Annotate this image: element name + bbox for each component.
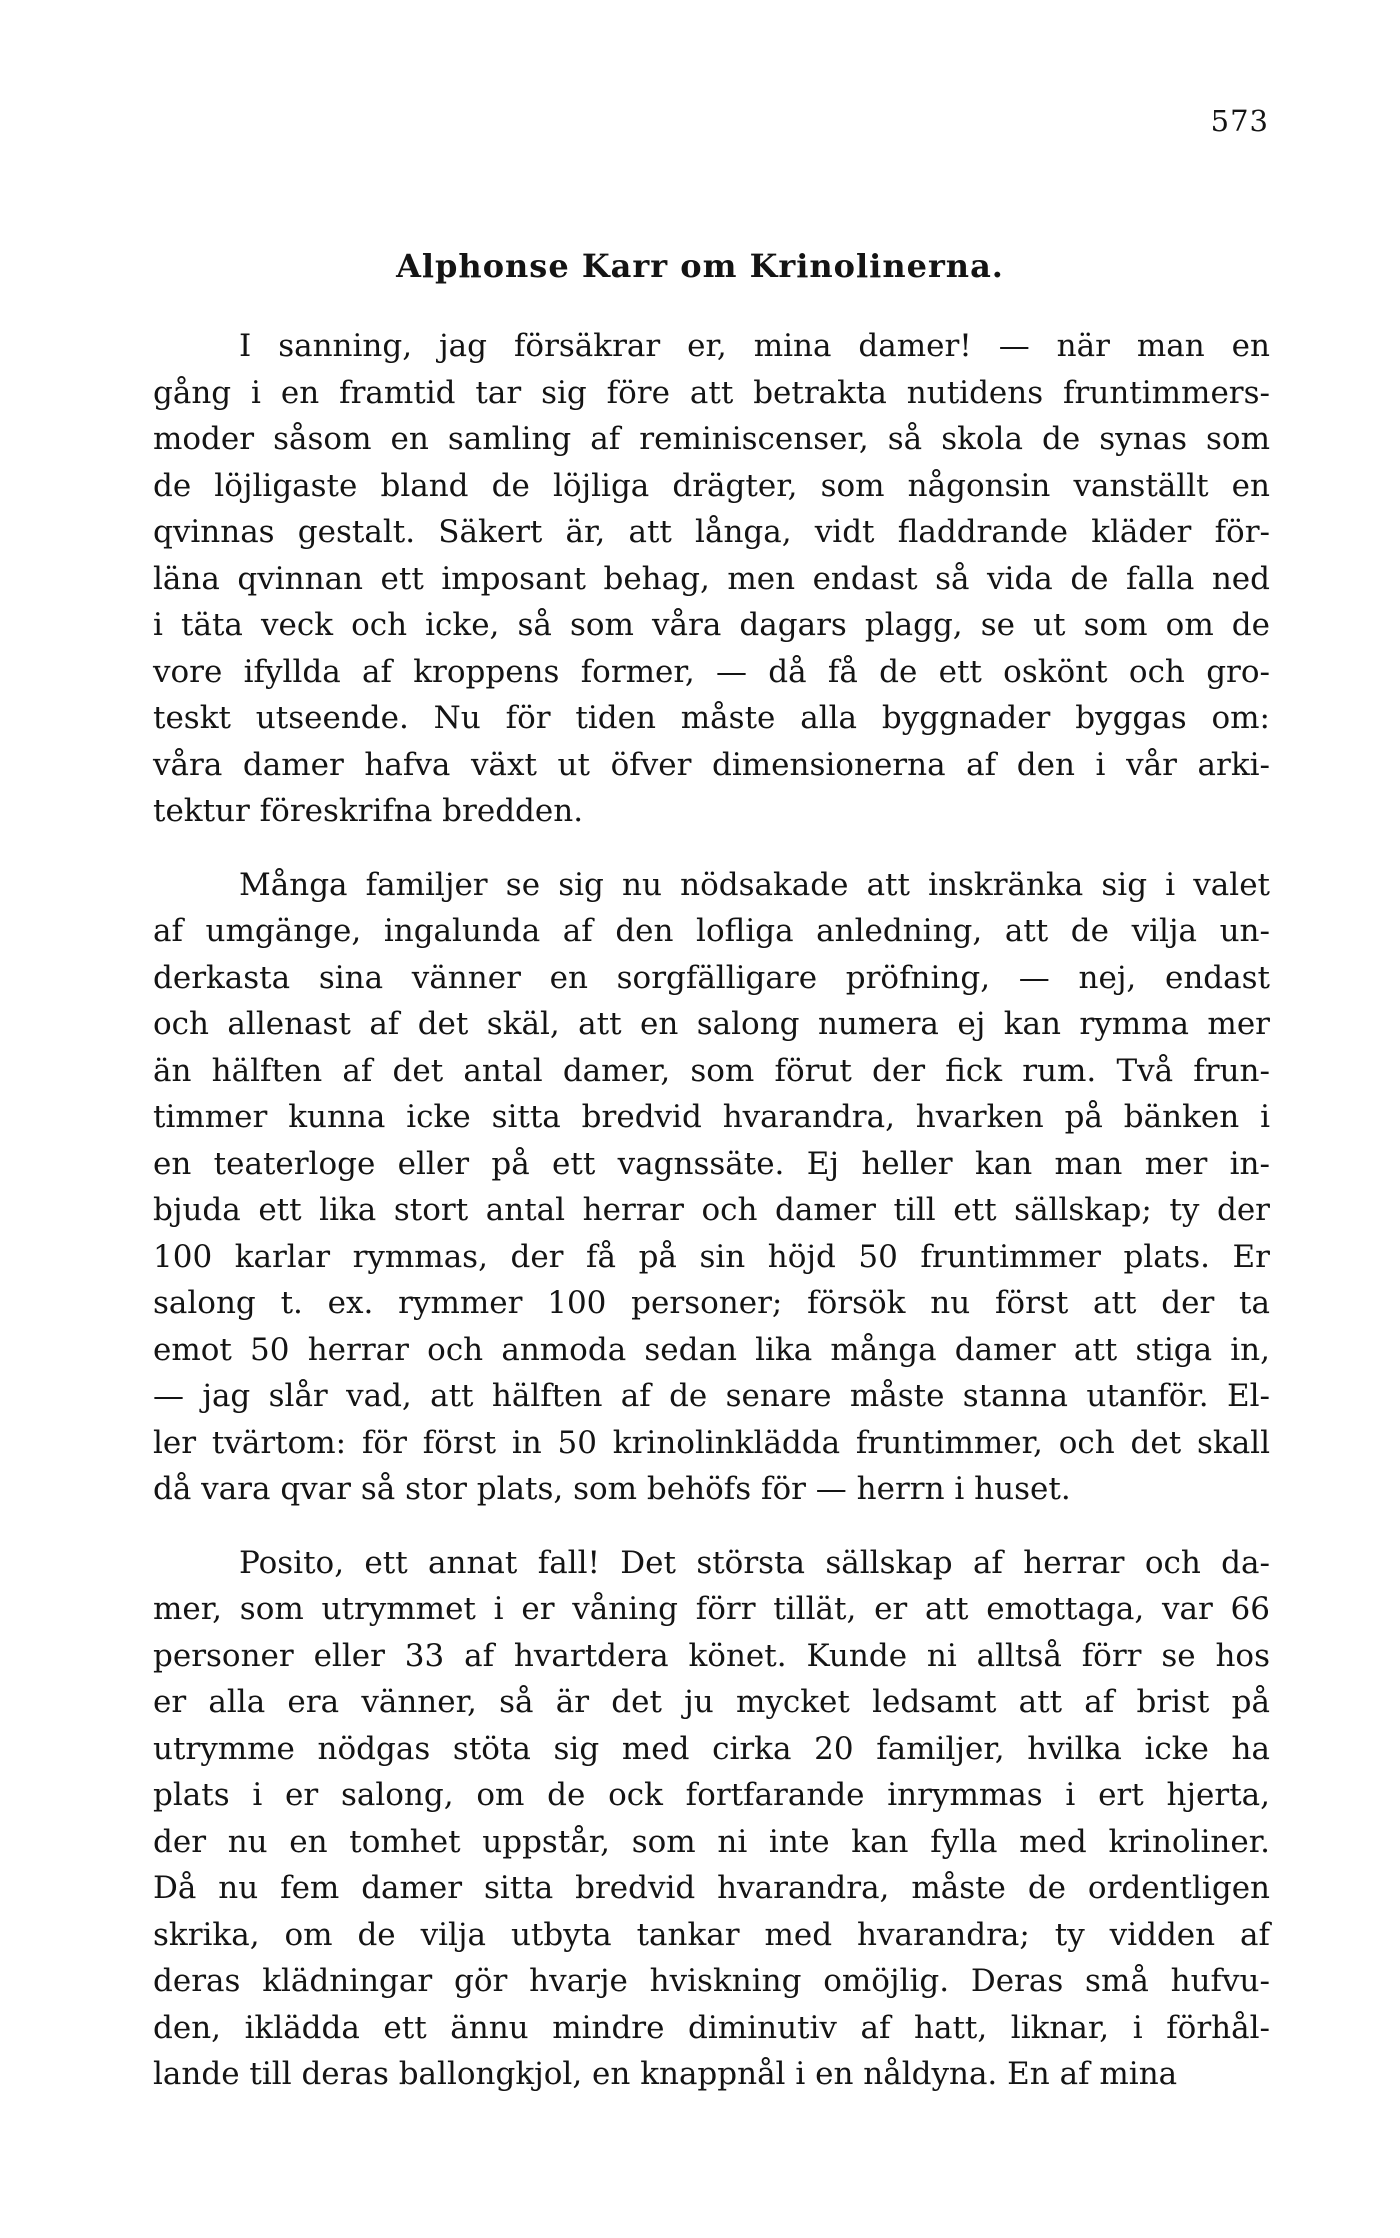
text-line: våra damer hafva växt ut öfver dimensionerna af den i vår arki- xyxy=(153,746,1270,783)
text-line: i täta veck och icke, så som våra dagars plagg, se ut som om de xyxy=(153,607,1270,643)
text-line: läna qvinnan ett imposant behag, men endast så vida de falla ned xyxy=(153,560,1270,597)
text-line: deras klädningar gör hvarje hviskning omöjlig. Deras små hufvu- xyxy=(153,1963,1270,1999)
page-number: 573 xyxy=(1210,104,1269,138)
text-line: der nu en tomhet uppstår, som ni inte kan fylla med krinoliner. xyxy=(153,1823,1270,1860)
text-line: Då nu fem damer sitta bredvid hvarandra, måste de ordentligen xyxy=(153,1870,1270,1906)
paragraph xyxy=(153,1540,1270,2098)
text-line: qvinnas gestalt. Säkert är, att långa, vidt fladdrande kläder för- xyxy=(153,514,1270,550)
text-line: emot 50 herrar och anmoda sedan lika många damer att stiga in, xyxy=(153,1331,1270,1368)
text-line: en teaterloge eller på ett vagnssäte. Ej heller kan man mer in- xyxy=(153,1145,1270,1182)
text-line: — jag slår vad, att hälften af de senare måste stanna utanför. El- xyxy=(153,1378,1270,1414)
text-line: I sanning, jag försäkrar er, mina damer! — när man en xyxy=(239,328,1270,364)
text-line: gång i en framtid tar sig före att betrakta nutidens fruntimmers- xyxy=(153,374,1270,411)
text-line: den, iklädda ett ännu mindre diminutiv af hatt, liknar, i förhål- xyxy=(153,2009,1270,2046)
text-line: teskt utseende. Nu för tiden måste alla byggnader byggas om: xyxy=(153,700,1270,736)
text-line: och allenast af det skäl, att en salong numera ej kan rymma mer xyxy=(153,1006,1270,1042)
text-line: skrika, om de vilja utbyta tankar med hvarandra; ty vidden af xyxy=(153,1916,1270,1953)
text-line: moder såsom en samling af reminiscenser, så skola de synas som xyxy=(153,421,1270,457)
text-line: derkasta sina vänner en sorgfälligare pröfning, — nej, endast xyxy=(153,959,1270,996)
text-line: lande till deras ballongkjol, en knappnål i en nåldyna. En af mina xyxy=(153,2056,1178,2092)
text-line: af umgänge, ingalunda af den lofliga anledning, att de vilja un- xyxy=(153,913,1270,949)
text-line: er alla era vänner, så är det ju mycket ledsamt att af brist på xyxy=(153,1684,1270,1720)
paragraph xyxy=(153,862,1270,1513)
text-line: än hälften af det antal damer, som förut der fick rum. Två frun- xyxy=(153,1052,1270,1089)
text-line: tektur föreskrifna bredden. xyxy=(153,793,584,829)
text-line: salong t. ex. rymmer 100 personer; försök nu först att der ta xyxy=(153,1285,1270,1321)
text-line: plats i er salong, om de ock fortfarande inrymmas i ert hjerta, xyxy=(153,1777,1270,1813)
page-title: Alphonse Karr om Krinolinerna. xyxy=(396,247,1004,285)
text-line: ler tvärtom: för först in 50 krinolinklädda fruntimmer, och det skall xyxy=(153,1424,1270,1461)
text-line: 100 karlar rymmas, der få på sin höjd 50 fruntimmer plats. Er xyxy=(153,1238,1270,1275)
text-line: de löjligaste bland de löjliga drägter, som någonsin vanställt en xyxy=(153,467,1270,504)
text-line: då vara qvar så stor plats, som behöfs för — herrn i huset. xyxy=(153,1471,1071,1507)
text-line: utrymme nödgas stöta sig med cirka 20 familjer, hvilka icke ha xyxy=(153,1730,1270,1767)
paragraph xyxy=(153,323,1270,835)
body-text xyxy=(153,323,1270,2098)
text-line: bjuda ett lika stort antal herrar och damer till ett sällskap; ty der xyxy=(153,1192,1270,1228)
text-line: mer, som utrymmet i er våning förr tillät, er att emottaga, var 66 xyxy=(153,1591,1270,1627)
text-line: timmer kunna icke sitta bredvid hvarandra, hvarken på bänken i xyxy=(153,1099,1270,1135)
text-line: Många familjer se sig nu nödsakade att inskränka sig i valet xyxy=(239,866,1270,903)
text-line: personer eller 33 af hvartdera könet. Kunde ni alltså förr se hos xyxy=(153,1637,1270,1674)
text-line: Posito, ett annat fall! Det största sällskap af herrar och da- xyxy=(239,1544,1270,1581)
text-line: vore ifyllda af kroppens former, — då få de ett oskönt och gro- xyxy=(153,653,1270,690)
